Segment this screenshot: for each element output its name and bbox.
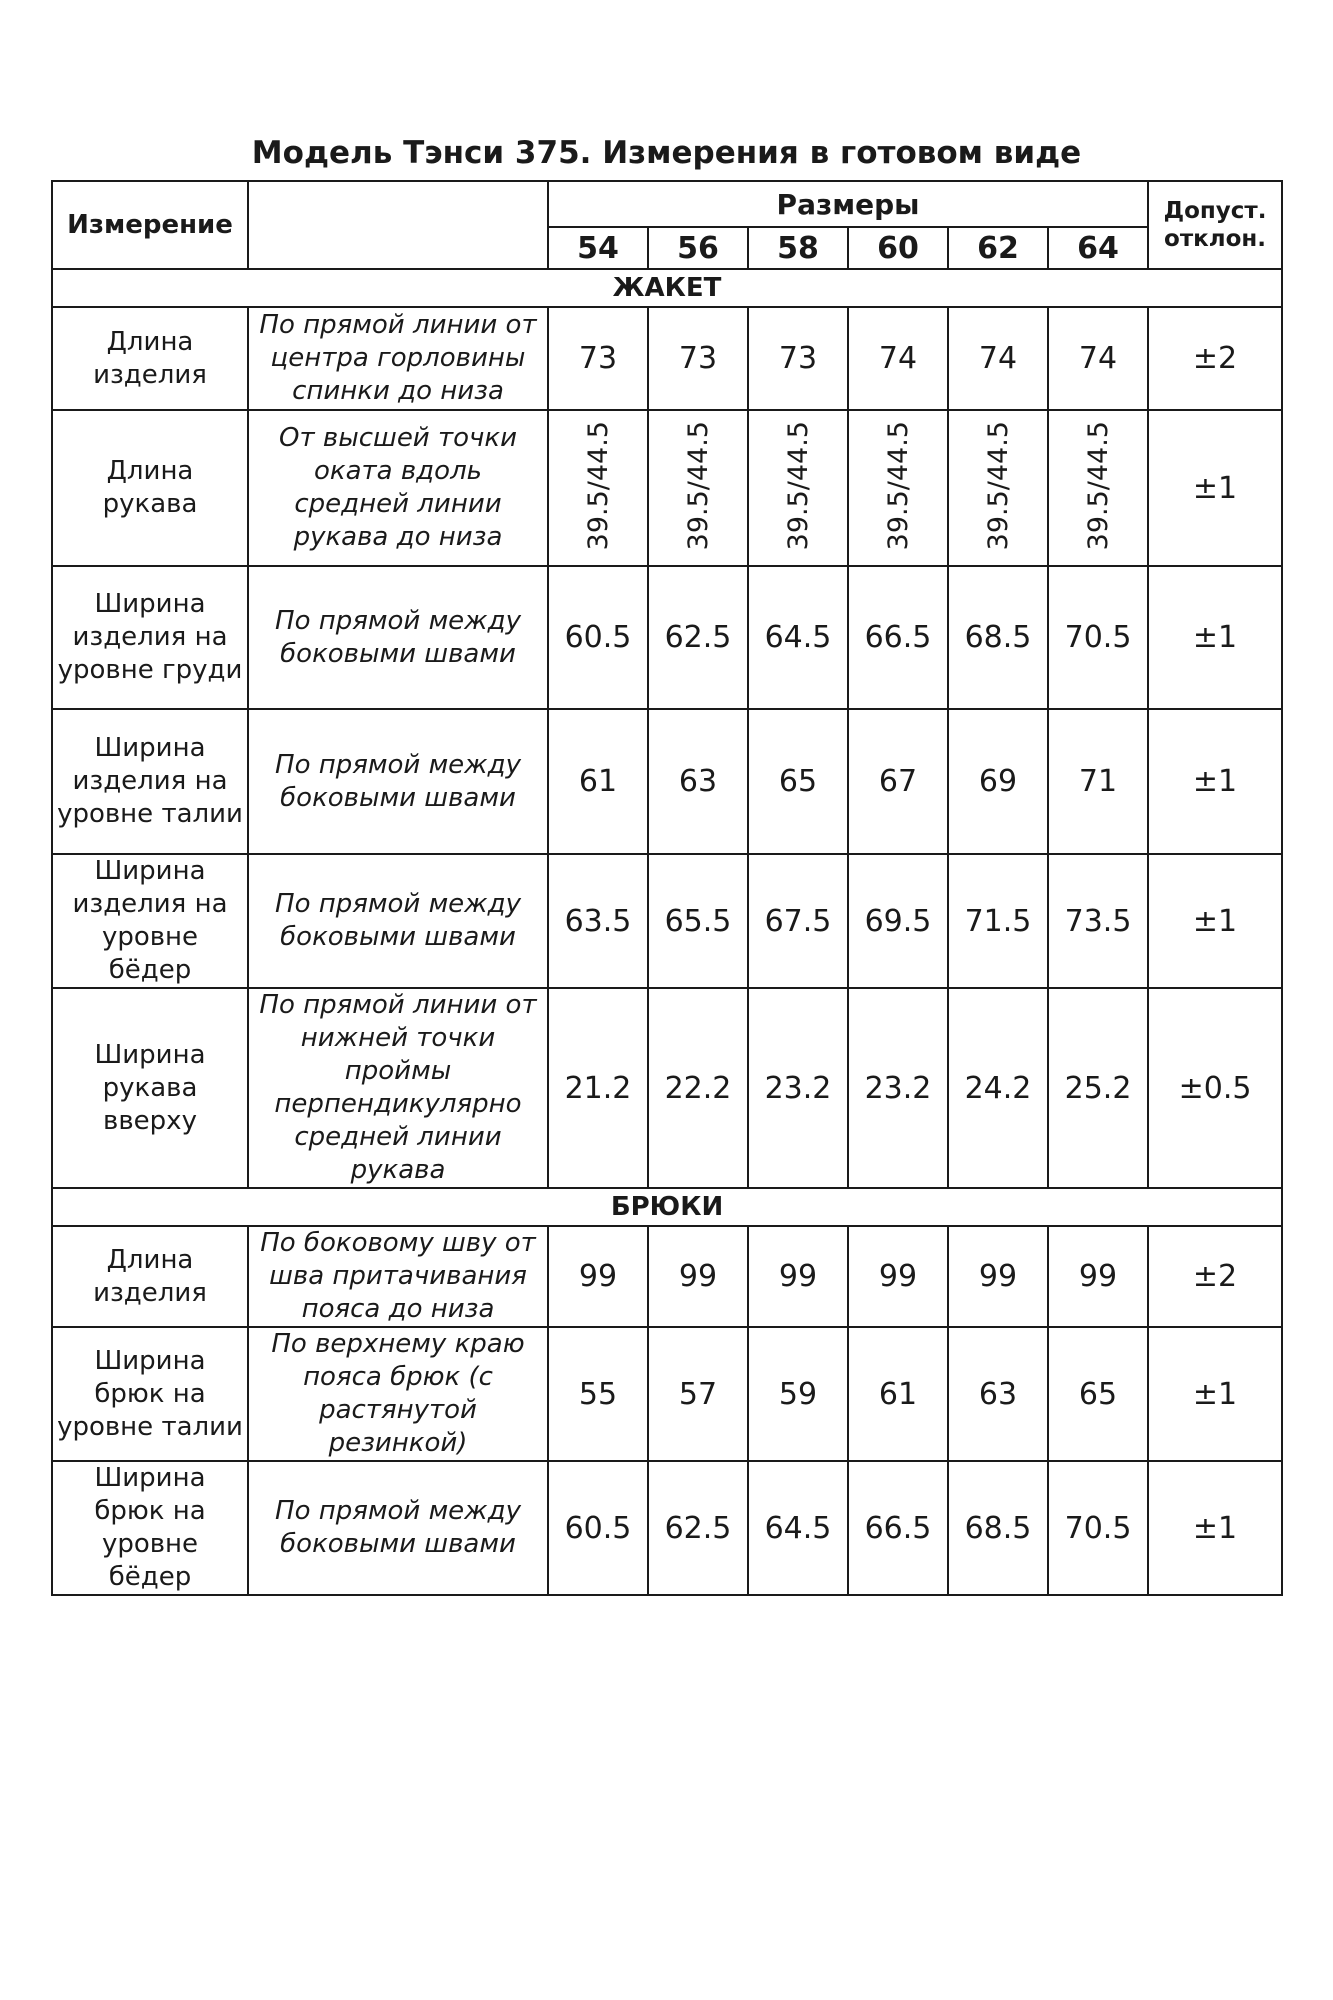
row-description: По прямой линии от центра горловины спинки до низа [248, 307, 548, 410]
row-tolerance: ±2 [1148, 1226, 1282, 1327]
row-description: От высшей точки оката вдоль средней линии рукава до низа [248, 410, 548, 566]
row-value: 65 [1048, 1327, 1148, 1461]
row-description: По боковому шву от шва притачивания пояса до низа [248, 1226, 548, 1327]
row-value-cell [548, 410, 648, 566]
header-description [248, 181, 548, 269]
row-value: 57 [648, 1327, 748, 1461]
table-row [52, 566, 1282, 709]
row-value: 61 [548, 709, 648, 854]
header-size: 54 [548, 227, 648, 269]
row-value: 70.5 [1048, 566, 1148, 709]
row-value: 65 [748, 709, 848, 854]
row-value-cell [848, 410, 948, 566]
row-value: 99 [848, 1226, 948, 1327]
row-value: 99 [748, 1226, 848, 1327]
row-value: 25.2 [1048, 988, 1148, 1188]
row-value: 23.2 [848, 988, 948, 1188]
row-tolerance: ±0.5 [1148, 988, 1282, 1188]
header-tolerance: Допуст. отклон. [1148, 181, 1282, 269]
row-description: По верхнему краю пояса брюк (с растянутой резинкой) [248, 1327, 548, 1461]
row-value: 73 [548, 307, 648, 410]
row-value: 71.5 [948, 854, 1048, 988]
row-value: 39.5/44.5 [1082, 421, 1114, 551]
row-value: 23.2 [748, 988, 848, 1188]
row-description: По прямой между боковыми швами [248, 1461, 548, 1595]
row-name: Длина изделия [52, 307, 248, 410]
row-name: Ширина брюк на уровне бёдер [52, 1461, 248, 1595]
row-value: 59 [748, 1327, 848, 1461]
row-value: 68.5 [948, 1461, 1048, 1595]
table-row [52, 988, 1282, 1188]
row-value: 39.5/44.5 [882, 421, 914, 551]
header-size: 56 [648, 227, 748, 269]
row-value: 69.5 [848, 854, 948, 988]
table-row [52, 410, 1282, 566]
row-value: 62.5 [648, 566, 748, 709]
row-name: Ширина изделия на уровне груди [52, 566, 248, 709]
header-size: 64 [1048, 227, 1148, 269]
table-row [52, 1327, 1282, 1461]
row-value: 63 [948, 1327, 1048, 1461]
row-value: 67.5 [748, 854, 848, 988]
table-row [52, 709, 1282, 854]
page-title: Модель Тэнси 375. Измерения в готовом виде [251, 135, 1082, 171]
row-tolerance: ±1 [1148, 566, 1282, 709]
header-sizes-label: Размеры [548, 181, 1148, 227]
row-value: 61 [848, 1327, 948, 1461]
row-tolerance: ±1 [1148, 709, 1282, 854]
row-value: 63 [648, 709, 748, 854]
row-value: 65.5 [648, 854, 748, 988]
row-value: 69 [948, 709, 1048, 854]
row-tolerance: ±1 [1148, 1461, 1282, 1595]
row-description: По прямой между боковыми швами [248, 854, 548, 988]
header-size: 62 [948, 227, 1048, 269]
row-name: Ширина брюк на уровне талии [52, 1327, 248, 1461]
table-row [52, 307, 1282, 410]
row-value: 74 [848, 307, 948, 410]
row-name: Длина рукава [52, 410, 248, 566]
row-name: Ширина изделия на уровне бёдер [52, 854, 248, 988]
row-value-cell [748, 410, 848, 566]
row-value: 62.5 [648, 1461, 748, 1595]
row-value-cell [948, 410, 1048, 566]
header-size: 58 [748, 227, 848, 269]
row-value: 73.5 [1048, 854, 1148, 988]
row-value: 39.5/44.5 [582, 421, 614, 551]
row-value-cell [1048, 410, 1148, 566]
row-value: 22.2 [648, 988, 748, 1188]
row-value: 66.5 [848, 566, 948, 709]
row-value: 39.5/44.5 [982, 421, 1014, 551]
section-title-trousers: БРЮКИ [52, 1188, 1282, 1226]
row-value: 39.5/44.5 [682, 421, 714, 551]
row-value: 64.5 [748, 1461, 848, 1595]
row-value: 70.5 [1048, 1461, 1148, 1595]
table-row [52, 1461, 1282, 1595]
row-name: Ширина рукава вверху [52, 988, 248, 1188]
row-description: По прямой между боковыми швами [248, 566, 548, 709]
row-value: 55 [548, 1327, 648, 1461]
row-tolerance: ±1 [1148, 1327, 1282, 1461]
row-value: 71 [1048, 709, 1148, 854]
row-value: 73 [648, 307, 748, 410]
row-value: 99 [948, 1226, 1048, 1327]
row-tolerance: ±1 [1148, 854, 1282, 988]
row-description: По прямой линии от нижней точки проймы перпендикулярно средней линии рукава [248, 988, 548, 1188]
row-value-cell [648, 410, 748, 566]
row-value: 73 [748, 307, 848, 410]
row-tolerance: ±2 [1148, 307, 1282, 410]
row-value: 74 [948, 307, 1048, 410]
table-row [52, 854, 1282, 988]
row-description: По прямой между боковыми швами [248, 709, 548, 854]
row-value: 66.5 [848, 1461, 948, 1595]
header-size: 60 [848, 227, 948, 269]
row-value: 68.5 [948, 566, 1048, 709]
row-value: 63.5 [548, 854, 648, 988]
row-value: 39.5/44.5 [782, 421, 814, 551]
row-value: 99 [648, 1226, 748, 1327]
row-name: Длина изделия [52, 1226, 248, 1327]
row-tolerance: ±1 [1148, 410, 1282, 566]
table-row [52, 1226, 1282, 1327]
row-value: 60.5 [548, 1461, 648, 1595]
section-title-jacket: ЖАКЕТ [52, 269, 1282, 307]
row-value: 99 [548, 1226, 648, 1327]
row-value: 74 [1048, 307, 1148, 410]
row-value: 60.5 [548, 566, 648, 709]
row-value: 64.5 [748, 566, 848, 709]
row-value: 67 [848, 709, 948, 854]
row-name: Ширина изделия на уровне талии [52, 709, 248, 854]
row-value: 24.2 [948, 988, 1048, 1188]
row-value: 21.2 [548, 988, 648, 1188]
measurements-table [51, 180, 1283, 1596]
header-measurement: Измерение [52, 181, 248, 269]
row-value: 99 [1048, 1226, 1148, 1327]
